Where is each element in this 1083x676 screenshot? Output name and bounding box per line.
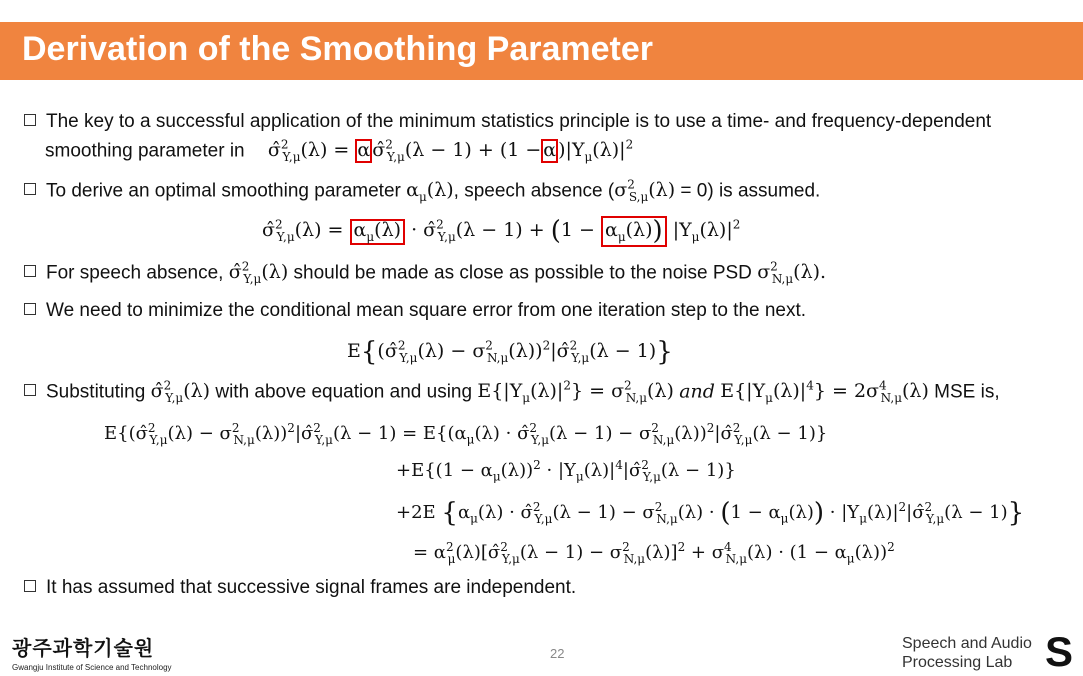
bullet-1-line-2-text: smoothing parameter in [45, 140, 245, 162]
and-word: and [679, 380, 715, 403]
equation-3-line-2: $+E\{(1 - \alpha_\mu(\lambda))^2$ · $|Y_\mu(\lambda)|^4|\sigmâ^2_{Y,\mu}(\lambda - 1)$} [396, 458, 736, 484]
institute-logo-english: Gwangju Institute of Science and Technology [12, 663, 172, 672]
page-number: 22 [550, 646, 565, 661]
bullet-3-start: For speech absence, [46, 262, 224, 284]
bullet-square-icon [24, 384, 36, 396]
bullet-6-text: It has assumed that successive signal frames are independent. [46, 577, 577, 598]
estimate-symbol: σ̂$^2_{Y,\mu}$(λ) [150, 379, 211, 406]
bullet-2-text: To derive an optimal smoothing parameter [46, 180, 401, 202]
institute-logo [12, 632, 172, 672]
equation-2: E{(σ̂$^2_{Y,\mu}$(λ) − $\sigma^2_{N,\mu}(\lambda))^2|\sigmâ^2_{Y,\mu}(\lambda - 1)$} [347, 337, 673, 367]
estimate-symbol: σ̂$^2_{Y,\mu}$(λ) [228, 260, 289, 287]
bullet-2-mid: , speech absence ( [453, 180, 615, 202]
lab-name-line-2: Processing Lab [902, 654, 1013, 671]
bullet-3-mid: should be made as close as possible to the noise PSD [293, 262, 752, 284]
slide-title: Derivation of the Smoothing Parameter [22, 30, 653, 68]
bullet-2 [24, 178, 820, 204]
bullet-square-icon [24, 303, 36, 315]
bullet-5 [24, 379, 1000, 405]
bullet-5-mid: with above equation and using [215, 381, 473, 403]
inline-smoothing-equation: σ̂$^2_{Y,\mu}$(λ) = α σ̂$^2_{Y,\mu}$(λ − 1) + (1 − α )$|Y_\mu(\lambda)|^2$ [267, 138, 634, 165]
equation-3-line-1: E{(σ̂$^2_{Y,\mu}$(λ) − $\sigma^2_{N,\mu}(\lambda))^2|\sigmâ^2_{Y,\mu}(\lambda - 1) = E\{(\alpha_\mu(\lambda)$ · σ̂$^2_{Y,\mu}$(λ − $1) - \sigma^2_{N,\mu}(\lambda))^2|\sigmâ^2_{Y,\mu}(\lambda - 1)$} [104, 421, 828, 447]
equation-3-line-4: = $\alpha^2_\mu(\lambda)[\sigmâ^2_{Y,\mu}(\lambda - 1) - \sigma^2_{N,\mu}(\lambda)]^2 + \sigma^4_{N,\mu}(\lambda) \cdot (1 - \alpha_\mu(\lambda))^2$ [413, 540, 895, 566]
bullet-1 [24, 111, 991, 133]
lab-logo-letter: S [1045, 628, 1074, 675]
lab-name [902, 634, 1032, 672]
title-bar [0, 22, 1083, 80]
bullet-5-end: MSE is, [934, 381, 1000, 403]
bullet-1-line-1: The key to a successful application of the minimum statistics principle is to use a time- and frequency-dependent [46, 111, 992, 132]
bullet-square-icon [24, 114, 36, 126]
bullet-5-start: Substituting [46, 381, 146, 403]
bullet-2-end: = 0) is assumed. [675, 180, 821, 202]
speech-psd-symbol: $\sigma^2_{S,\mu}(\lambda)$ [614, 178, 676, 205]
bullet-1-line-2 [45, 138, 633, 164]
bullet-square-icon [24, 265, 36, 277]
bullet-6 [24, 577, 576, 599]
expectation-identity-2: $E\{|Y_\mu(\lambda)|^4\} = 2\sigma^4_{N,\mu}(\lambda)$ [720, 379, 929, 406]
lab-name-line-1: Speech and Audio [902, 635, 1032, 652]
noise-psd-symbol: $\sigma^2_{N,\mu}(\lambda)$. [757, 260, 827, 287]
bullet-4 [24, 300, 806, 322]
equation-3-line-3: +2E {$\alpha_\mu(\lambda)$ · σ̂$^2_{Y,\mu}$(λ − $1) - \sigma^2_{N,\mu}(\lambda) \cdot (1 - \alpha_\mu(\lambda))$ · $|Y_\mu(\lambda)|^2|\sigmâ^2_{Y,\mu}(\lambda - 1)$} [396, 498, 1025, 528]
bullet-3 [24, 260, 826, 286]
bullet-square-icon [24, 183, 36, 195]
bullet-4-text: We need to minimize the conditional mean square error from one iteration step to the next. [46, 300, 807, 321]
equation-1: σ̂$^2_{Y,\mu}$(λ) = $\alpha_\mu(\lambda)$ · σ̂$^2_{Y,\mu}$(λ − $1) + (1 - \alpha_\mu(\lambda))$ $|Y_\mu(\lambda)|^2$ [262, 216, 741, 246]
institute-logo-korean: 광주과학기술원 [12, 636, 155, 660]
alpha-symbol: $\alpha_\mu(\lambda)$ [406, 179, 454, 205]
expectation-identity-1: $E\{|Y_\mu(\lambda)|^2\} = \sigma^2_{N,\mu}(\lambda)$ [477, 379, 674, 406]
bullet-square-icon [24, 580, 36, 592]
